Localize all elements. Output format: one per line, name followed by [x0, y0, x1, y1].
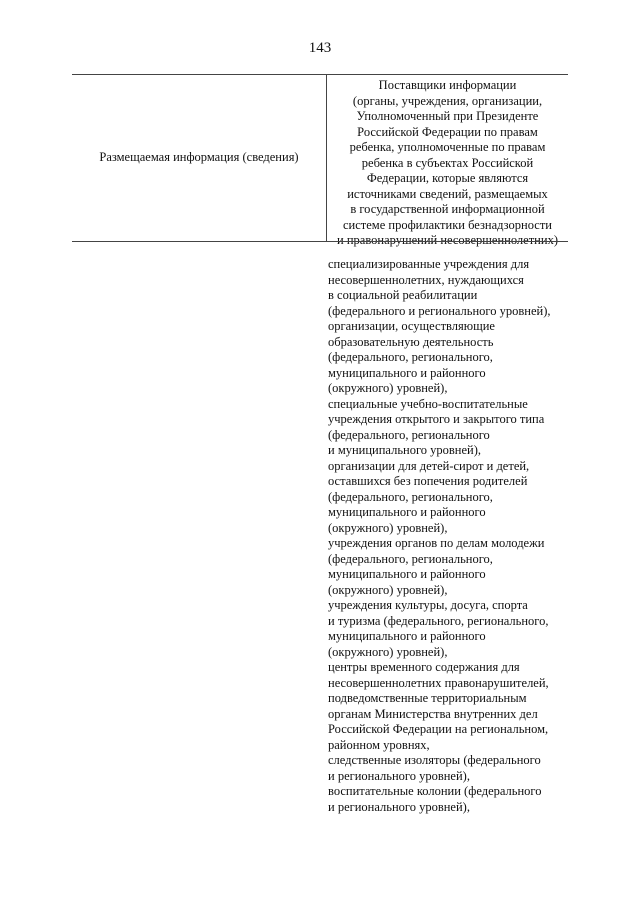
header-bottom-rule — [72, 241, 568, 242]
providers-cell-text: специализированные учреждения для несовершеннолетних, нуждающихся в социальной реабилитации (федерального и регионального уровней), организации, осуществляющие образовательную деятельность (федерального, регионального, муниципального и районного (окружного) уровней), специальные учебно-воспитательные учреждения открытого и закрытого типа (федерального, регионального и муниципального уровней), организации для детей-сирот и детей, оставшихся без попечения родителей (федерального, регионального, муниципального и районного (окружного) уровней), учреждения органов по делам молодежи (федерального, регионального, муниципального и районного (окружного) уровней), учреждения культуры, досуга, спорта и туризма (федерального, регионального, муниципального и районного (окружного) уровней), центры временного содержания для несовершеннолетних правонарушителей, подведомственные территориальным органам Министерства внутренних дел Российской Федерации на региональном, районном уровнях, следственные изоляторы (федерального и регионального уровней), воспитательные колонии (федерального и регионального уровней), — [328, 257, 551, 814]
table-top-rule — [72, 74, 568, 75]
page-number: 143 — [308, 40, 332, 56]
column-header-information: Размещаемая информация (сведения) — [99, 150, 299, 164]
column-header-providers: Поставщики информации (органы, учреждения, организации, Уполномоченный при Президенте Российской Федерации по правам ребенка, уполномоченные по правам ребенка в субъектах Российской Федерации, которые являются источниками сведений, размещаемых в государственной информационной системе профилактики безнадзорности и правонарушений несовершеннолетних) — [337, 78, 558, 247]
